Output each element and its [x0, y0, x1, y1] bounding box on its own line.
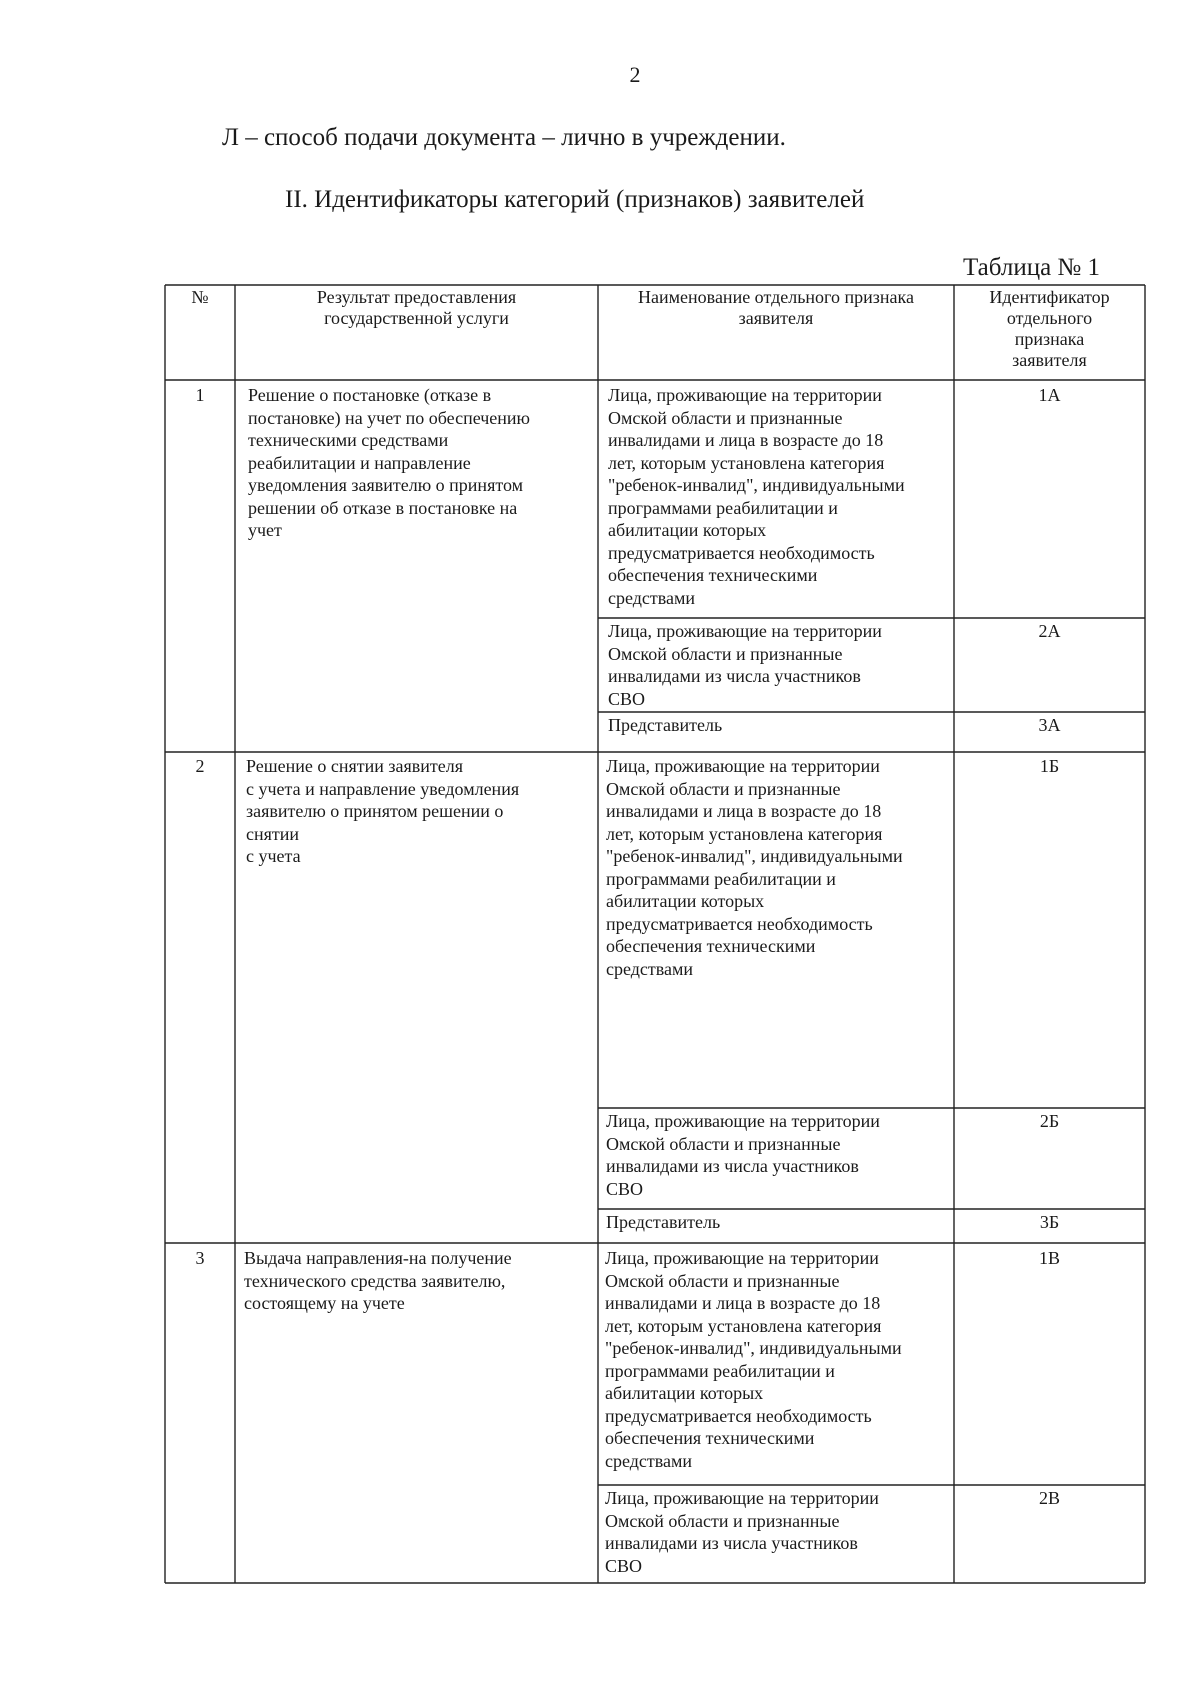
submission-method-line: Л – способ подачи документа – лично в учреждении. — [222, 124, 786, 151]
row-2-attribute-1: Лица, проживающие на территории Омской области и признанные инвалидами и лица в возрасте до 18 лет, которым установлена категория "ребенок-инвалид", индивидуальными программами реабилитации и абилитации которых предусматривается необходимость обеспечения техническими средствами — [606, 756, 903, 979]
header-identifier: Идентификатор отдельного признака заявителя — [989, 287, 1110, 370]
row-1-attribute-2: Лица, проживающие на территории Омской области и признанные инвалидами из числа участников СВО — [608, 621, 882, 709]
row-1-attribute-3: Представитель — [608, 715, 723, 735]
row-2-number: 2 — [195, 756, 205, 776]
row-3-result: Выдача направления-на получение технического средства заявителю, состоящему на учете — [244, 1248, 512, 1313]
table-caption: Таблица № 1 — [963, 254, 1101, 281]
row-1-result: Решение о постановке (отказе в постановке) на учет по обеспечению техническими средствами реабилитации и направление уведомления заявителю о принятом решении об отказе в постановке на учет — [248, 385, 530, 540]
row-2-identifier-1: 1Б — [1039, 756, 1060, 776]
row-3-identifier-1: 1В — [1038, 1248, 1060, 1268]
row-2-attribute-2: Лица, проживающие на территории Омской области и признанные инвалидами из числа участников СВО — [606, 1111, 880, 1199]
row-2-identifier-2: 2Б — [1039, 1111, 1060, 1131]
row-2-identifier-3: 3Б — [1039, 1212, 1060, 1232]
header-number: № — [191, 287, 209, 307]
section-heading: II. Идентификаторы категорий (признаков) заявителей — [285, 186, 865, 213]
header-applicant-attribute: Наименование отдельного признака заявителя — [638, 287, 914, 328]
row-2-result: Решение о снятии заявителя с учета и направление уведомления заявителю о принятом решении о снятии с учета — [246, 756, 520, 866]
row-1-attribute-1: Лица, проживающие на территории Омской области и признанные инвалидами и лица в возрасте до 18 лет, которым установлена категория "ребенок-инвалид", индивидуальными программами реабилитации и абилитации которых предусматривается необходимость обеспечения техническими средствами — [608, 385, 905, 608]
row-1-identifier-2: 2А — [1038, 621, 1061, 641]
row-1-identifier-3: 3А — [1038, 715, 1061, 735]
row-1-number: 1 — [195, 385, 205, 405]
row-2-attribute-3: Представитель — [606, 1212, 721, 1232]
row-3-number: 3 — [195, 1248, 205, 1268]
header-result: Результат предоставления государственной услуги — [316, 287, 517, 328]
row-3-attribute-1: Лица, проживающие на территории Омской области и признанные инвалидами и лица в возрасте до 18 лет, которым установлена категория "ребенок-инвалид", индивидуальными программами реабилитации и абилитации которых предусматривается необходимость обеспечения техническими средствами — [605, 1248, 902, 1471]
row-3-identifier-2: 2В — [1038, 1488, 1060, 1508]
page-number: 2 — [629, 62, 641, 87]
row-1-identifier-1: 1А — [1038, 385, 1061, 405]
row-3-attribute-2: Лица, проживающие на территории Омской области и признанные инвалидами из числа участников СВО — [605, 1488, 879, 1576]
